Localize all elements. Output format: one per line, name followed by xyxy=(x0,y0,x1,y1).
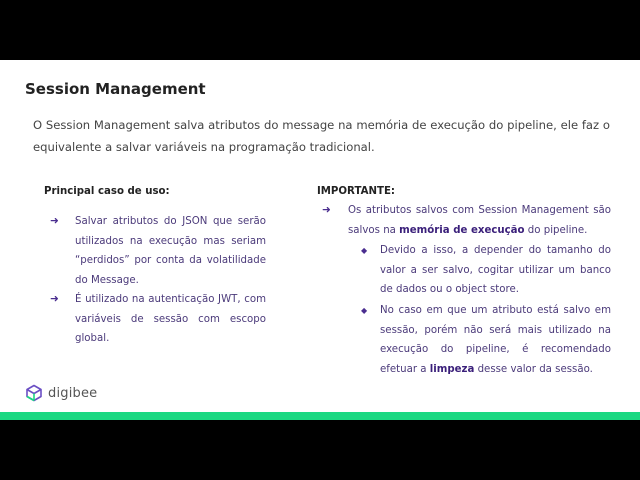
emphasis-text: limpeza xyxy=(429,363,475,375)
digibee-logo xyxy=(25,384,97,402)
important-list xyxy=(317,201,611,379)
sub-list-item xyxy=(348,301,611,379)
important-column xyxy=(317,184,611,381)
text-segment: No caso em que um atributo está salvo em sessão, porém não será mais utilizado na execução do pipeline, é recomendado efetuar a xyxy=(380,305,611,375)
text-segment: desse valor da sessão. xyxy=(474,363,593,375)
text-segment: Devido a isso, a depender do tamanho do valor a ser salvo, cogitar utilizar um banco de dados ou o object store. xyxy=(380,245,611,295)
slide-title: Session Management xyxy=(25,80,206,98)
accent-bar xyxy=(0,412,640,420)
intro-paragraph: O Session Management salva atributos do message na memória de execução do pipeline, ele faz o equivalente a salvar variáveis na programação tradicional. xyxy=(33,118,610,154)
sub-list xyxy=(348,241,611,379)
sub-list-item xyxy=(348,241,611,300)
text-segment: do pipeline. xyxy=(524,224,588,236)
sub-item-text xyxy=(380,305,611,375)
use-case-column xyxy=(44,184,266,349)
logo-wordmark: digibee xyxy=(48,385,98,401)
list-item xyxy=(44,212,266,290)
list-item-text xyxy=(348,201,611,240)
list-item-text: Salvar atributos do JSON que serão utilizados na execução mas seriam “perdidos” por conta da volatilidade do Message. xyxy=(75,216,266,286)
cube-logo-icon xyxy=(25,384,43,402)
arrow-right-icon: ➜ xyxy=(322,204,331,216)
diamond-icon: ◆ xyxy=(361,306,368,315)
emphasis-text: memória de execução xyxy=(399,224,525,236)
important-heading: IMPORTANTE: xyxy=(317,186,395,197)
arrow-right-icon: ➜ xyxy=(50,215,59,227)
text-segment: Os atributos salvos com Session Management são salvos na xyxy=(348,205,611,236)
use-case-list xyxy=(44,212,266,349)
list-item-text: É utilizado na autenticação JWT, com variáveis de sessão com escopo global. xyxy=(75,294,266,344)
list-item xyxy=(317,201,611,379)
slide xyxy=(0,60,640,412)
arrow-right-icon: ➜ xyxy=(50,293,59,305)
use-case-heading: Principal caso de uso: xyxy=(44,186,170,197)
list-item xyxy=(44,290,266,349)
diamond-icon: ◆ xyxy=(361,246,368,255)
sub-item-text xyxy=(380,245,611,295)
